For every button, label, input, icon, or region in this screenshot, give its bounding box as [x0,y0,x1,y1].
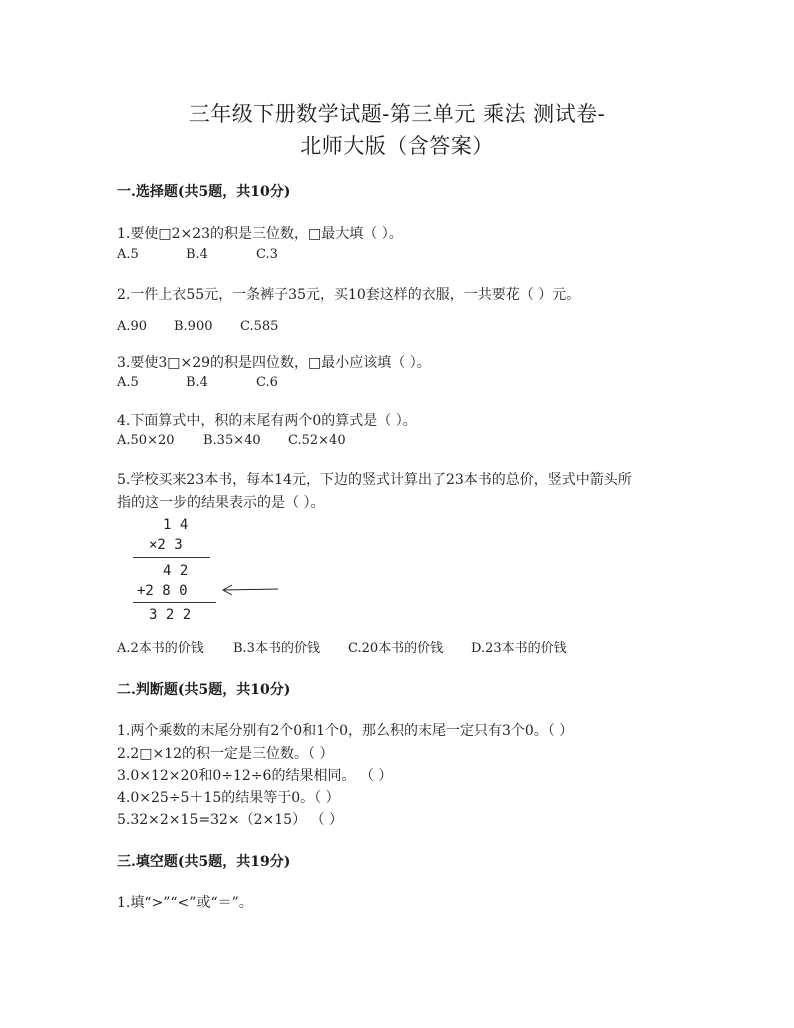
question-1-text: 1.要使□2×23的积是三位数，□最大填（ ）。 [117,226,403,242]
option-b: B.35×40 [203,433,261,448]
calc-row-result: 3 2 2 [149,607,192,623]
option-a: A.90 [117,319,148,334]
question-5-text-line1: 5.学校买来23本书，每本14元，下边的竖式计算出了23本书的总价，竖式中箭头所 [117,472,632,488]
question-4-text: 4.下面算式中，积的末尾有两个0的算式是（ ）。 [117,413,417,429]
question-5-options [117,637,567,656]
calc-row-partial-1: 4 2 [163,563,189,579]
question-2-options [117,319,278,334]
option-b: B.3本书的价钱 [233,641,320,656]
option-c: C.20本书的价钱 [348,641,444,656]
calc-row-multiplicand: 1 4 [163,517,189,533]
option-d: D.23本书的价钱 [471,641,567,656]
judgement-item-4: 4.0×25÷5＋15的结果等于0。（ ） [117,790,340,806]
option-a: A.5 [117,247,139,262]
fill-blank-question-1: 1.填“>”“<”或“＝”。 [117,895,253,911]
question-4-options [117,433,346,448]
section-heading-fill-blank: 三.填空题(共5题，共19分) [117,854,291,870]
judgement-item-2: 2.2□×12的积一定是三位数。（ ） [117,746,334,762]
option-b: B.4 [186,375,208,390]
judgement-item-3: 3.0×12×20和0÷12÷6的结果相同。 （ ） [117,768,393,784]
question-2-text: 2.一件上衣55元，一条裤子35元，买10套这样的衣服，一共要花（ ）元。 [117,287,581,303]
section-heading-choice: 一.选择题(共5题，共10分) [117,184,291,200]
option-b: B.900 [174,319,213,334]
section-heading-judgement: 二.判断题(共5题，共10分) [117,682,291,698]
calc-rule-1 [133,557,210,558]
judgement-item-5: 5.32×2×15=32×（2×15） （ ） [117,812,343,828]
question-3-text: 3.要使3□×29的积是四位数，□最小应该填（ ）。 [117,355,431,371]
calc-row-multiplier: ×2 3 [149,537,183,553]
calc-rule-2 [133,602,216,603]
option-b: B.4 [186,247,208,262]
option-c: C.52×40 [288,433,346,448]
option-a: A.50×20 [117,433,175,448]
option-a: A.2本书的价钱 [117,641,204,656]
question-5-text-line2: 指的这一步的结果表示的是（ ）。 [117,495,325,511]
calc-row-partial-2: +2 8 0 [137,583,188,599]
option-a: A.5 [117,375,139,390]
page-title-line2: 北师大版（含答案） [300,134,494,158]
option-c: C.3 [256,247,278,262]
option-c: C.6 [256,375,278,390]
judgement-item-1: 1.两个乘数的末尾分别有2个0和1个0，那么积的末尾一定只有3个0。（ ） [117,723,574,739]
arrow-icon [220,583,280,597]
option-c: C.585 [240,319,279,334]
page-title-line1: 三年级下册数学试题-第三单元 乘法 测试卷- [188,102,606,126]
question-1-options [117,247,278,262]
question-3-options [117,375,278,390]
